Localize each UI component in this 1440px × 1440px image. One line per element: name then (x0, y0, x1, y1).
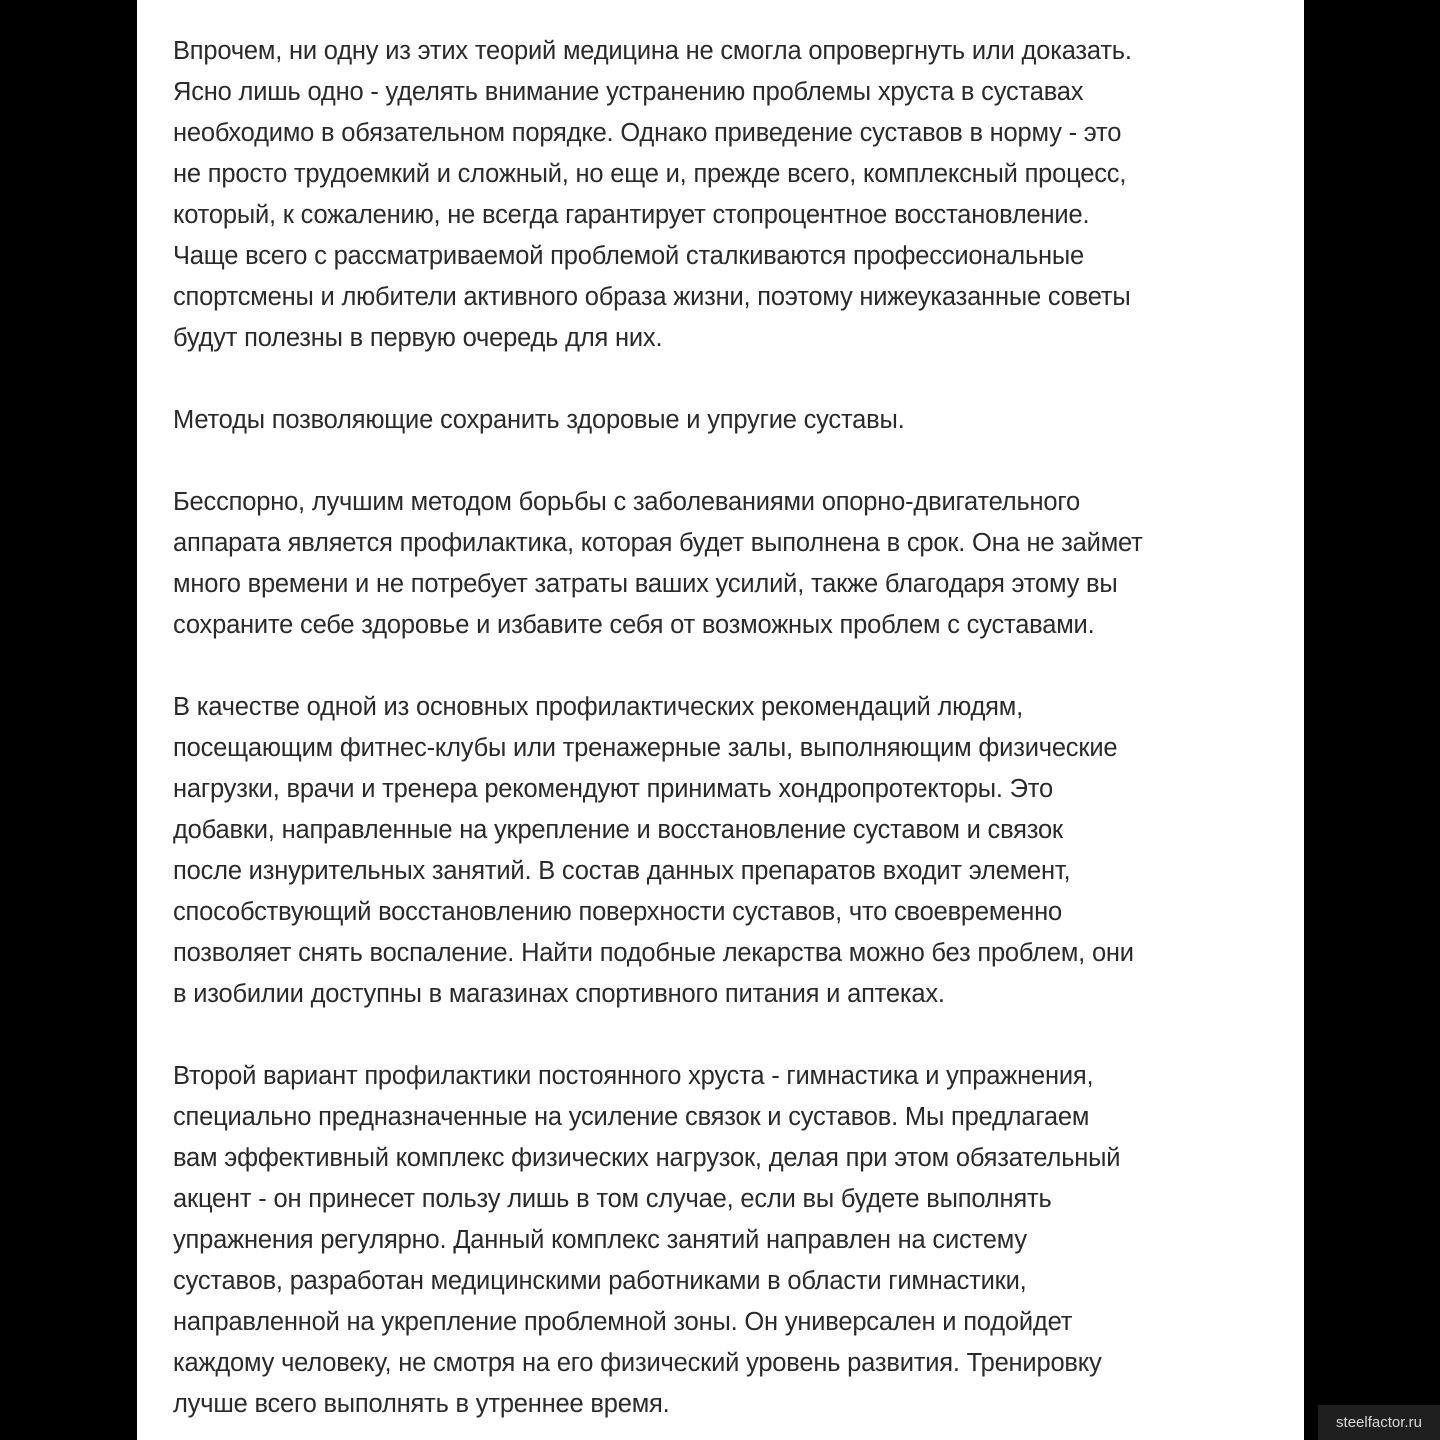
text-line: позволяет снять воспаление. Найти подобные лекарства можно без проблем, они (173, 939, 1134, 967)
paragraph-4 (173, 1056, 1280, 1425)
paragraph-3 (173, 687, 1280, 1015)
text-line: будут полезны в первую очередь для них. (173, 324, 663, 352)
text-line: Чаще всего с рассматриваемой проблемой сталкиваются профессиональные (173, 242, 1085, 270)
paragraph-gap (173, 1015, 1280, 1056)
text-line: Впрочем, ни одну из этих теорий медицина не смогла опровергнуть или доказать. (173, 37, 1132, 65)
paragraph-gap (173, 646, 1280, 687)
text-line: много времени и не потребует затраты ваших усилий, также благодаря этому вы (173, 570, 1118, 598)
text-line: каждому человеку, не смотря на его физический уровень развития. Тренировку (173, 1349, 1102, 1377)
text-line: не просто трудоемкий и сложный, но еще и, прежде всего, комплексный процесс, (173, 160, 1127, 188)
text-line: в изобилии доступны в магазинах спортивного питания и аптеках. (173, 980, 945, 1008)
section-heading (173, 400, 1280, 441)
text-line: направленной на укрепление проблемной зоны. Он универсален и подойдет (173, 1308, 1073, 1336)
text-line: лучше всего выполнять в утреннее время. (173, 1390, 670, 1418)
article-page (137, 0, 1304, 1440)
text-line: упражнения регулярно. Данный комплекс занятий направлен на систему (173, 1226, 1027, 1254)
text-line: Второй вариант профилактики постоянного хруста - гимнастика и упражнения, (173, 1062, 1094, 1090)
text-line: после изнурительных занятий. В состав данных препаратов входит элемент, (173, 857, 1071, 885)
paragraph-1 (173, 31, 1280, 359)
paragraph-gap (173, 441, 1280, 482)
text-line: суставов, разработан медицинскими работниками в области гимнастики, (173, 1267, 1027, 1295)
text-line: посещающим фитнес-клубы или тренажерные залы, выполняющим физические (173, 734, 1118, 762)
text-line: Методы позволяющие сохранить здоровые и упругие суставы. (173, 406, 905, 434)
site-watermark: steelfactor.ru (1318, 1405, 1440, 1440)
text-line: вам эффективный комплекс физических нагрузок, делая при этом обязательный (173, 1144, 1121, 1172)
text-line: Бесспорно, лучшим методом борьбы с заболеваниями опорно-двигательного (173, 488, 1080, 516)
text-line: сохраните себе здоровье и избавите себя от возможных проблем с суставами. (173, 611, 1095, 639)
text-line: специально предназначенные на усиление связок и суставов. Мы предлагаем (173, 1103, 1090, 1131)
text-line: нагрузки, врачи и тренера рекомендуют принимать хондропротекторы. Это (173, 775, 1053, 803)
text-line: Ясно лишь одно - уделять внимание устранению проблемы хруста в суставах (173, 78, 1084, 106)
text-line: В качестве одной из основных профилактических рекомендаций людям, (173, 693, 1024, 721)
text-line: необходимо в обязательном порядке. Однако приведение суставов в норму - это (173, 119, 1122, 147)
paragraph-2 (173, 482, 1280, 646)
text-line: который, к сожалению, не всегда гарантирует стопроцентное восстановление. (173, 201, 1090, 229)
text-line: спортсмены и любители активного образа жизни, поэтому нижеуказанные советы (173, 283, 1131, 311)
paragraph-gap (173, 359, 1280, 400)
text-line: способствующий восстановлению поверхности суставов, что своевременно (173, 898, 1062, 926)
text-line: добавки, направленные на укрепление и восстановление суставом и связок (173, 816, 1063, 844)
text-line: акцент - он принесет пользу лишь в том случае, если вы будете выполнять (173, 1185, 1052, 1213)
text-line: аппарата является профилактика, которая будет выполнена в срок. Она не займет (173, 529, 1143, 557)
